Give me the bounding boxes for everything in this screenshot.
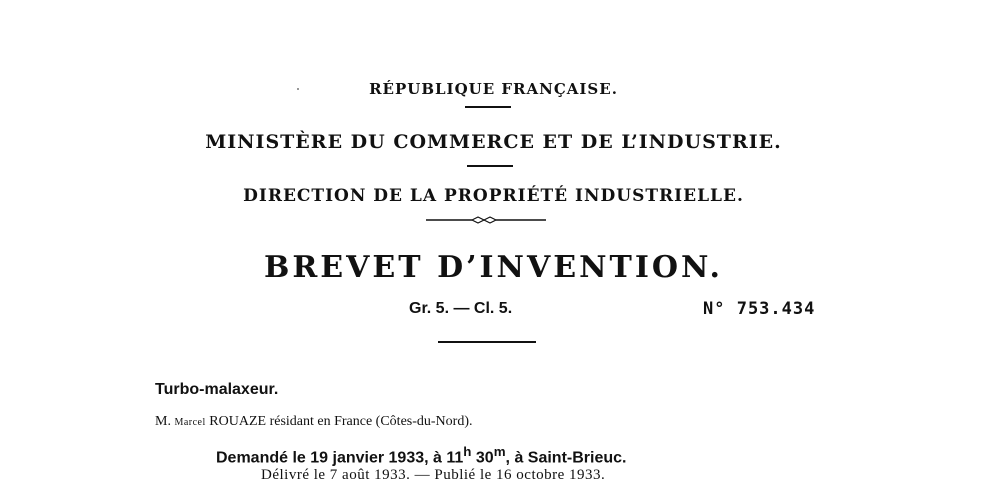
demande-place: , à Saint-Brieuc. [505,449,627,467]
ornament-divider [426,214,546,226]
classification: Gr. 5. — Cl. 5. [409,300,513,317]
inventor-first-name: Marcel [174,417,206,428]
inventor-line [155,414,473,430]
demande-minutes: 30 [471,449,494,467]
republique-heading: RÉPUBLIQUE FRANÇAISE. [369,80,618,98]
inventor-last-name: ROUAZE [209,414,267,429]
brevet-title: BREVET D’INVENTION. [264,250,723,285]
divider-rule [465,106,511,108]
ministere-heading: MINISTÈRE DU COMMERCE ET DE L’INDUSTRIE. [205,131,782,153]
invention-title: Turbo-malaxeur. [155,381,279,398]
demande-line [216,444,626,467]
divider-rule [467,165,513,167]
delivre-publie-line: Délivré le 7 août 1933. — Publié le 16 octobre 1933. [261,467,606,483]
direction-heading: DIRECTION DE LA PROPRIÉTÉ INDUSTRIELLE. [243,186,744,206]
inventor-residence: résidant en France (Côtes-du-Nord). [269,414,473,429]
hour-superscript: h [463,444,472,459]
patent-number: N° 753.434 [703,299,816,319]
minute-superscript: m [493,444,506,459]
divider-rule [438,341,536,343]
demande-date: Demandé le 19 janvier 1933, à 11 [216,449,464,467]
inventor-prefix: M. [155,414,171,429]
